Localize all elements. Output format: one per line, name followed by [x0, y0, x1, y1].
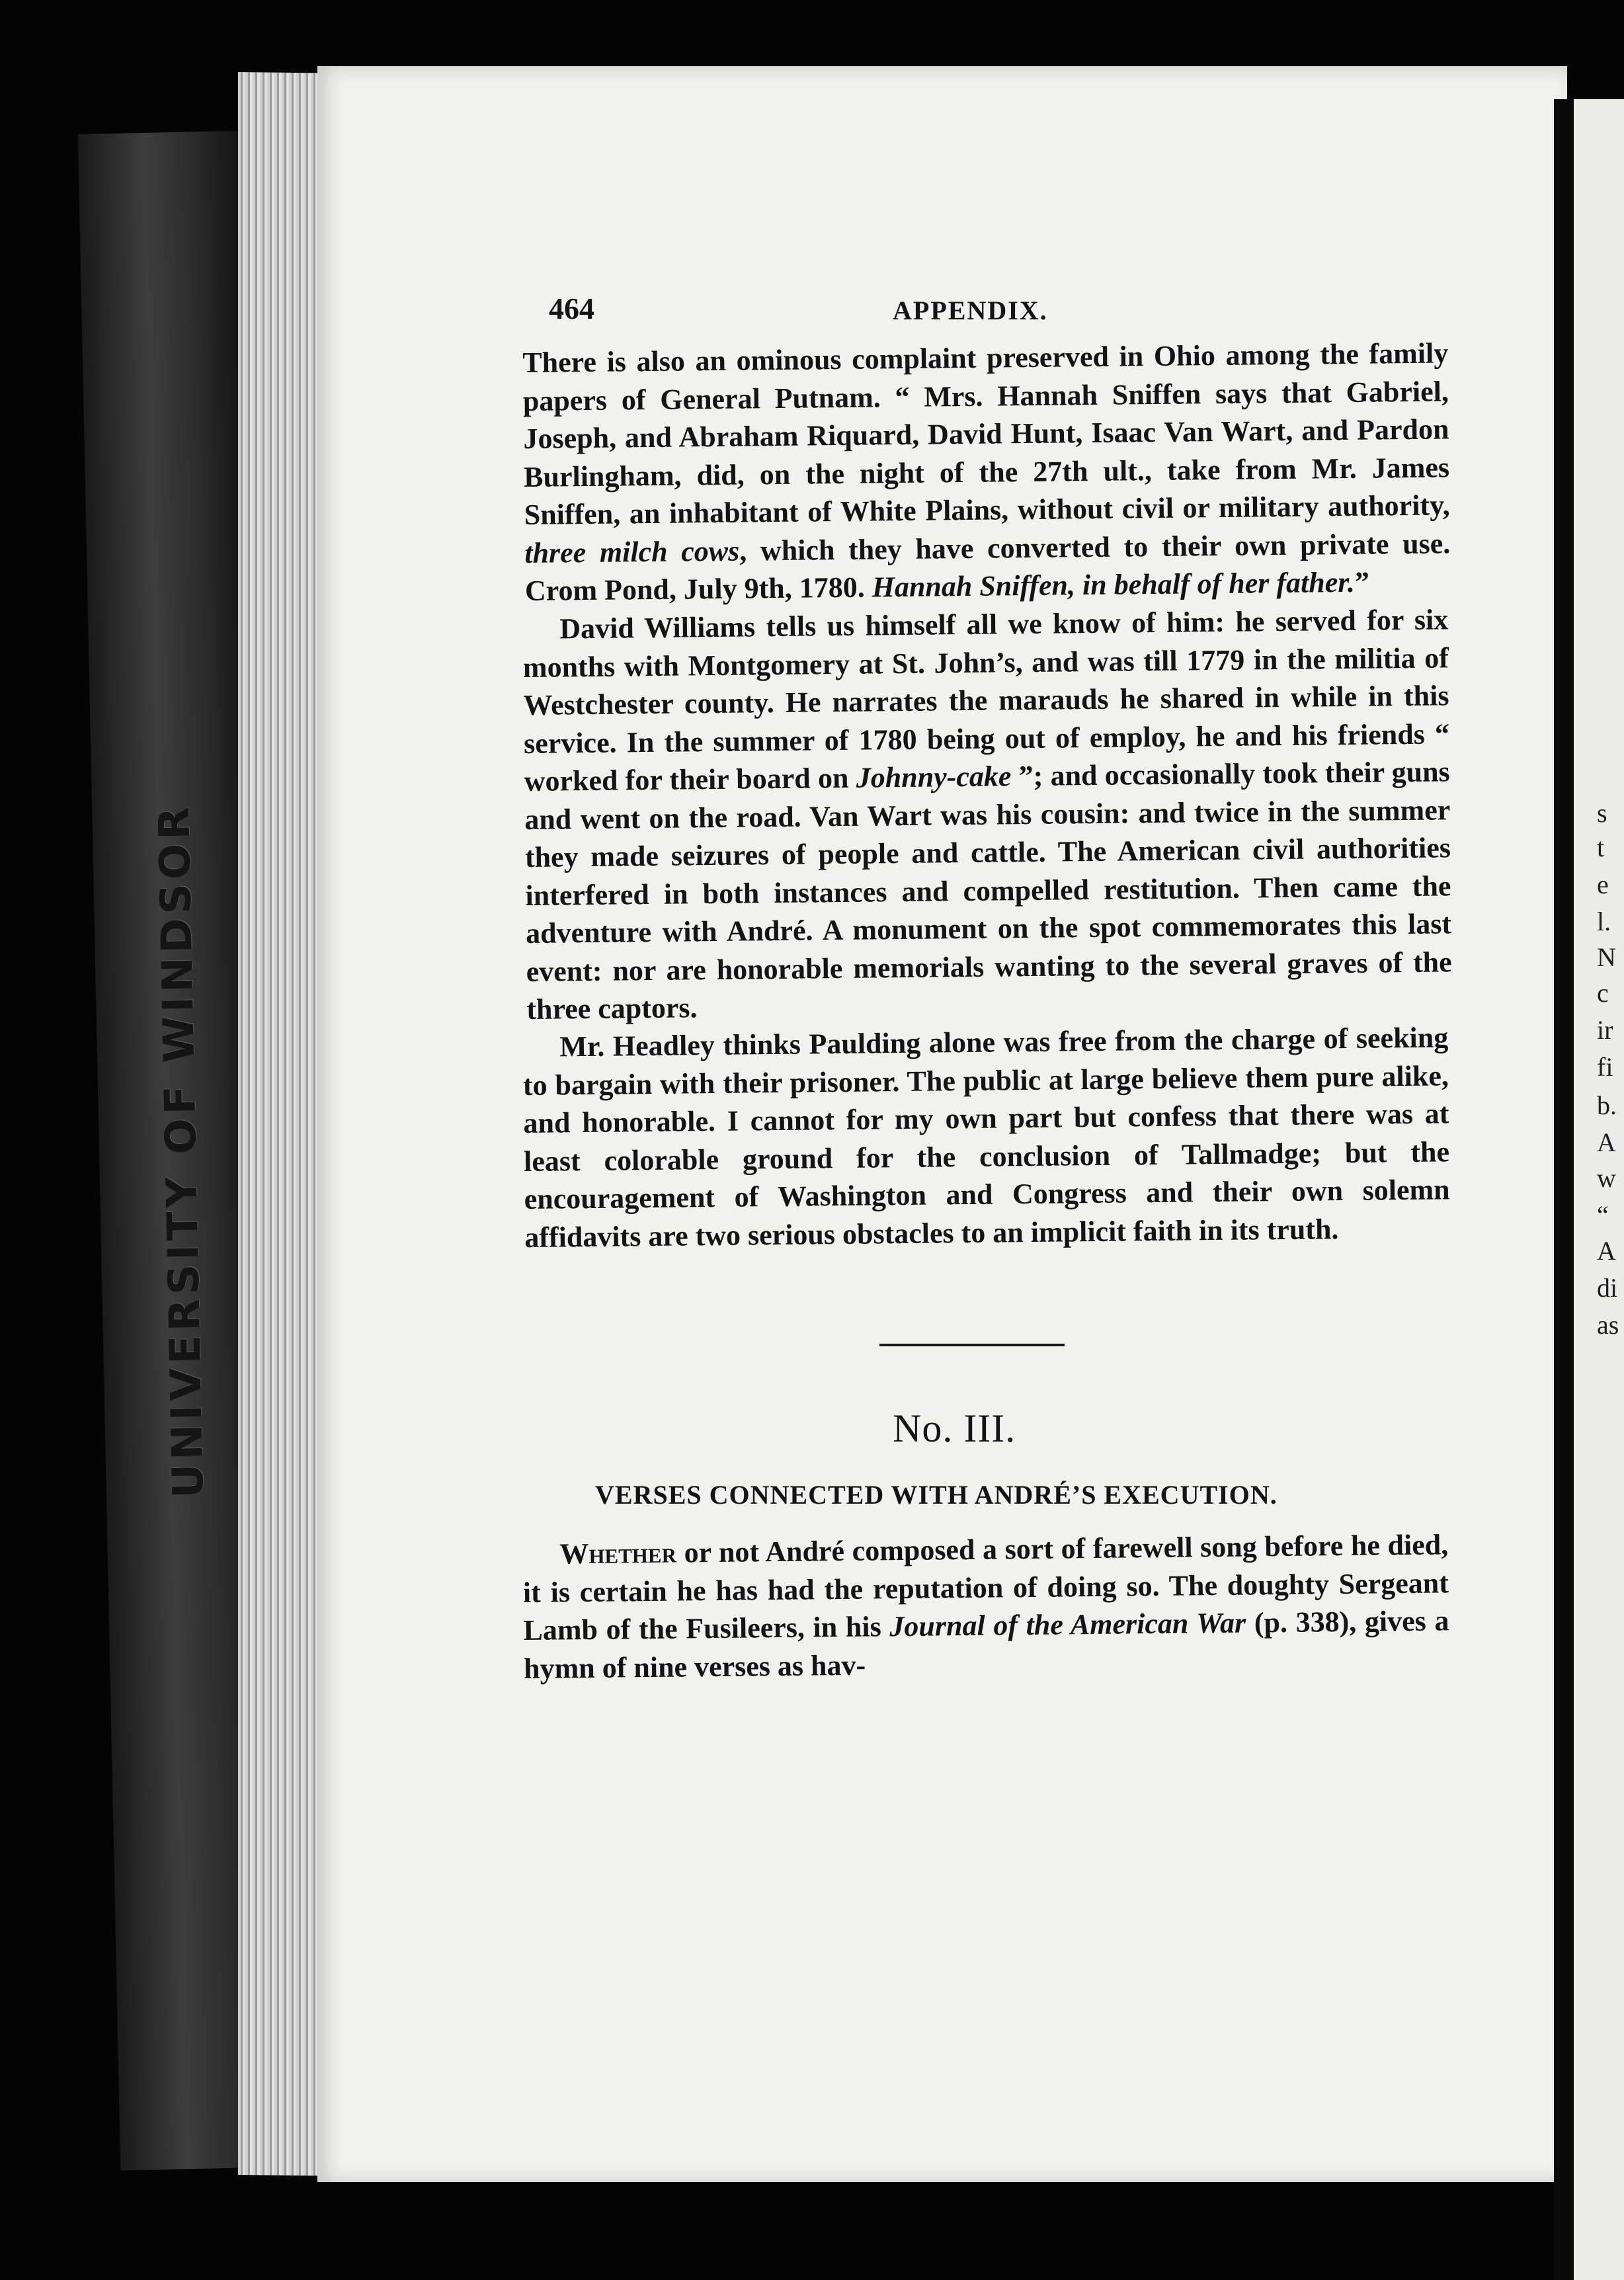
italic-text: three milch cows [524, 534, 740, 569]
facing-page-fragment: A [1597, 1127, 1616, 1157]
facing-page-fragment: w [1597, 1163, 1616, 1193]
page-number: 464 [549, 292, 594, 325]
text-run: ”; and occasionally took their guns and went on the road. Van Wart was his cousin: and twice in the summer they made seizures of people and cattle. The American civil authorities interfered in both instances and compelled restitution. Then came the adventure with André. A monument on the spot commemorates this last event: nor are honorable memorials wanting to the several graves of the three captors. [524, 754, 1452, 1026]
facing-page-fragment: l. [1597, 907, 1611, 936]
paragraph-putnam-complaint [522, 334, 1451, 610]
lead-word: Whether [559, 1536, 677, 1570]
facing-page-fragment: N [1597, 942, 1616, 972]
facing-page-fragment: s [1597, 798, 1607, 828]
book-gutter [1554, 99, 1574, 2280]
paragraph-headley [522, 1018, 1451, 1256]
italic-text: Journal of the American War [889, 1606, 1246, 1643]
text-run: David Williams tells us himself all we know of him: he served for six months with Montgomery at St. John’s, and was till 1779 in the militia of Westchester county. He narrates the marauds he shared in while in this service. In the summer of 1780 being out of employ, he and his friends “ worked for their board on [522, 602, 1450, 797]
section-body-paragraph [522, 1526, 1449, 1688]
facing-page-fragment: ir [1597, 1015, 1613, 1045]
facing-page-fragment: di [1597, 1273, 1618, 1303]
text-run: , which they have converted to their own private use. Crom Pond, July 9th, 1780. [524, 526, 1451, 607]
section-number: No. III. [893, 1406, 1016, 1450]
library-stamp: UNIVERSITY OF WINDSOR [149, 802, 214, 1499]
text-run: Mr. Headley thinks Paulding alone was free from the charge of seeking to bargain with their prisoner. The public at large believe them pure alike, and honorable. I cannot for my own part but confess that there was at least colorable ground for the conclusion of Tallmadge; but the encouragement of Washington and Congress and their own solemn affidavits are two serious obstacles to an implicit faith in its truth. [522, 1021, 1450, 1254]
page-content [522, 291, 1452, 1688]
text-run: or not André composed a sort of farewell song before he died, it is certain he has had the reputation of doing so. The doughty Sergeant Lamb of the Fusileers, in his [522, 1528, 1449, 1647]
facing-page-fragment: e [1597, 870, 1609, 899]
facing-page-fragment: b. [1597, 1090, 1617, 1120]
paragraph-david-williams [522, 600, 1453, 1028]
facing-page-fragment: t [1597, 833, 1605, 862]
facing-page-fragment: fi [1597, 1052, 1613, 1082]
facing-page-fragment: as [1597, 1310, 1619, 1340]
running-head: APPENDIX. [893, 296, 1048, 325]
text-run: There is also an ominous complaint preserved in Ohio among the family papers of General Putnam. “ Mrs. Hannah Sniffen says that Gabriel, Joseph, and Abraham Riquard, David Hunt, Isaac Van Wart, and Pardon Burlingham, did, on the night of the 27th ult., take from Mr. James Sniffen, an inhabitant of White Plains, without civil or military authority, [522, 337, 1450, 531]
facing-page-fragment: “ [1597, 1200, 1609, 1230]
section-title: VERSES CONNECTED WITH ANDRÉ’S EXECUTION. [595, 1480, 1278, 1510]
section-divider [879, 1344, 1065, 1346]
text-run: ” [1354, 565, 1370, 598]
italic-text: Johnny-cake [856, 759, 1012, 794]
facing-page-fragment: A [1597, 1236, 1616, 1266]
facing-page-fragment: c [1597, 978, 1609, 1008]
italic-text: Hannah Sniffen, in behalf of her father. [872, 565, 1356, 604]
text-run: (p. 338), gives a hymn of nine verses as hav- [523, 1604, 1449, 1685]
